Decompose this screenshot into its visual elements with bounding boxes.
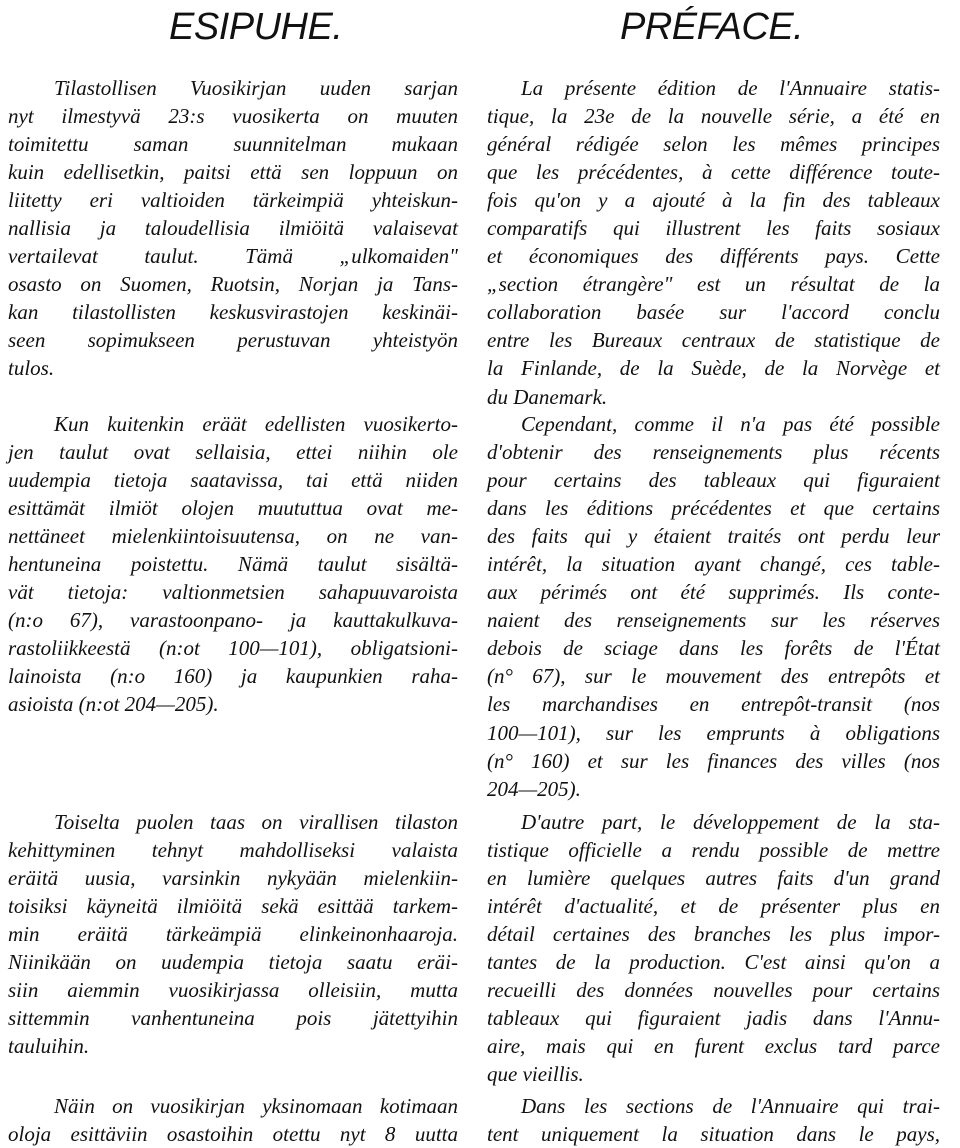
text-line: intérêt, la situation ayant changé, ces table- — [487, 552, 940, 577]
text-line: les marchandises en entrepôt-transit (nos — [487, 692, 940, 717]
text-line: fois qu'on y a ajouté à la fin des tableaux — [487, 188, 940, 213]
text-line: intérêt d'actualité, et de présenter plus en — [487, 894, 940, 919]
text-line: tauluihin. — [8, 1034, 90, 1059]
text-line: „section étrangère" est un résultat de la — [487, 272, 940, 297]
text-line: (n° 67), sur le mouvement des entrepôts et — [487, 664, 940, 689]
text-line: siin aiemmin vuosikirjassa olleisiin, mutta — [8, 978, 458, 1003]
text-line: tent uniquement la situation dans le pays, — [487, 1122, 940, 1147]
text-line: tistique officielle a rendu possible de mettre — [487, 838, 940, 863]
text-line: hentuneina poistettu. Nämä taulut sisältä- — [8, 552, 458, 577]
text-line: que les précédentes, à cette différence toute- — [487, 160, 940, 185]
text-line: rastoliikkeestä (n:ot 100—101), obligatsioni- — [8, 636, 458, 661]
text-line: Dans les sections de l'Annuaire qui trai- — [521, 1094, 940, 1118]
text-line: kan tilastollisten keskusvirastojen keskinäi- — [8, 300, 458, 325]
text-line: toisiksi käyneitä ilmiöitä sekä esittää tarkem- — [8, 894, 458, 919]
text-line: kuin edellisetkin, paitsi että sen loppuun on — [8, 160, 458, 185]
text-line: Cependant, comme il n'a pas été possible — [521, 412, 940, 436]
french-paragraph-1 — [487, 74, 940, 411]
text-line: tableaux qui figuraient jadis dans l'Annu- — [487, 1006, 940, 1031]
text-line: du Danemark. — [487, 384, 608, 409]
text-line: détail certaines des branches les plus impor- — [487, 922, 940, 947]
finnish-paragraph-1 — [8, 74, 458, 383]
text-line: seen sopimukseen perustuvan yhteistyön — [8, 328, 458, 353]
text-line: comparatifs qui illustrent les faits sosiaux — [487, 216, 940, 241]
french-heading: PRÉFACE. — [620, 6, 804, 48]
text-line: vertailevat taulut. Tämä „ulkomaiden" — [8, 244, 458, 269]
text-line: en lumière quelques autres faits d'un grand — [487, 866, 940, 891]
text-line: Toiselta puolen taas on virallisen tilaston — [54, 810, 458, 834]
text-line: et économiques des différents pays. Cette — [487, 244, 940, 269]
text-line: La présente édition de l'Annuaire statis- — [521, 76, 940, 100]
text-line: vät tietoja: valtionmetsien sahapuuvaroista — [8, 580, 458, 605]
text-line: lainoista (n:o 160) ja kaupunkien raha- — [8, 664, 458, 689]
text-line: liitetty eri valtioiden tärkeimpiä yhteiskun- — [8, 188, 458, 213]
text-line: naient des renseignements sur les réserves — [487, 608, 940, 633]
text-line: Näin on vuosikirjan yksinomaan kotimaan — [54, 1094, 458, 1118]
text-line: asioista (n:ot 204—205). — [8, 692, 219, 717]
text-line: uudempia tietoja saatavissa, tai että niiden — [8, 468, 458, 493]
text-line: eräitä uusia, varsinkin nykyään mielenkiin- — [8, 866, 458, 891]
text-line: jen taulut ovat sellaisia, ettei niihin ole — [8, 440, 458, 465]
text-line: D'autre part, le développement de la sta- — [521, 810, 940, 834]
finnish-paragraph-4 — [8, 1092, 458, 1148]
finnish-heading: ESIPUHE. — [169, 6, 343, 48]
text-line: (n:o 67), varastoonpano- ja kauttakulkuva- — [8, 608, 458, 633]
text-line: la Finlande, de la Suède, de la Norvège et — [487, 356, 940, 381]
french-paragraph-2 — [487, 410, 940, 803]
text-line: min eräitä tärkeämpiä elinkeinonhaaroja. — [8, 922, 458, 947]
text-line: nyt ilmestyvä 23:s vuosikerta on muuten — [8, 104, 458, 129]
text-line: (n° 160) et sur les finances des villes (nos — [487, 748, 940, 773]
text-line: 100—101), sur les emprunts à obligations — [487, 720, 940, 745]
text-line: aire, mais qui en furent exclus tard parce — [487, 1034, 940, 1059]
text-line: tantes de la production. C'est ainsi qu'on a — [487, 950, 940, 975]
text-line: que vieillis. — [487, 1062, 584, 1087]
text-line: Tilastollisen Vuosikirjan uuden sarjan — [54, 76, 458, 100]
text-line: général rédigée selon les mêmes principes — [487, 132, 940, 157]
text-line: sittemmin vanhentuneina pois jätettyihin — [8, 1006, 458, 1031]
text-line: entre les Bureaux centraux de statistique de — [487, 328, 940, 353]
text-line: toimitettu saman suunnitelman mukaan — [8, 132, 458, 157]
finnish-column — [0, 0, 478, 1148]
text-line: nettäneet mielenkiintoisuutensa, on ne van- — [8, 524, 458, 549]
text-line: kehittyminen tehnyt mahdolliseksi valaista — [8, 838, 458, 863]
text-line: d'obtenir des renseignements plus récents — [487, 440, 940, 465]
text-line: debois de sciage dans les forêts de l'État — [487, 636, 940, 661]
french-paragraph-3 — [487, 808, 940, 1088]
text-line: dans les éditions précédentes et que certains — [487, 496, 940, 521]
french-column — [480, 0, 960, 1148]
finnish-paragraph-2 — [8, 410, 458, 719]
text-line: Niinikään on uudempia tietoja saatu eräi- — [8, 950, 458, 975]
text-line: oloja esittäviin osastoihin otettu nyt 8 uutta — [8, 1122, 458, 1147]
text-line: esittämät ilmiöt olojen muututtua ovat me- — [8, 496, 458, 521]
finnish-paragraph-3 — [8, 808, 458, 1060]
text-line: collaboration basée sur l'accord conclu — [487, 300, 940, 325]
text-line: tique, la 23e de la nouvelle série, a été en — [487, 104, 940, 129]
text-line: tulos. — [8, 356, 55, 381]
text-line: Kun kuitenkin eräät edellisten vuosikerto- — [54, 412, 458, 436]
text-line: des faits qui y étaient traités ont perdu leur — [487, 524, 940, 549]
text-line: 204—205). — [487, 776, 581, 801]
text-line: nallisia ja taloudellisia ilmiöitä valaisevat — [8, 216, 458, 241]
text-line: recueilli des données nouvelles pour certains — [487, 978, 940, 1003]
text-line: aux périmés ont été supprimés. Ils conte- — [487, 580, 940, 605]
text-line: pour certains des tableaux qui figuraient — [487, 468, 940, 493]
text-line: osasto on Suomen, Ruotsin, Norjan ja Tans- — [8, 272, 458, 297]
french-paragraph-4 — [487, 1092, 940, 1148]
